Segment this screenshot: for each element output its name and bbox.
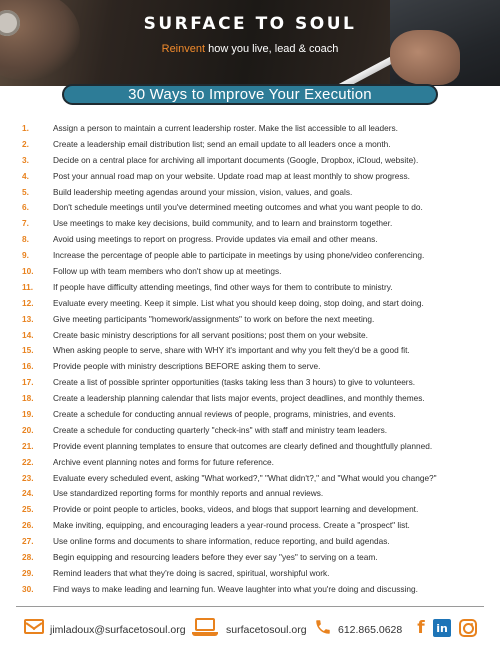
brand-title: SURFACE TO SOUL	[143, 14, 357, 34]
item-number: 5.	[22, 186, 29, 197]
tagline-rest: how you live, lead & coach	[205, 43, 339, 55]
item-text: Create a list of possible sprinter opportunities (tasks taking less than 3 hours) to give to volunteers.	[53, 377, 416, 388]
item-number: 12.	[22, 297, 34, 308]
item-number: 22.	[22, 456, 34, 467]
list-item	[22, 312, 492, 328]
item-text: Decide on a central place for archiving all important documents (Google, Dropbox, iCloud, website).	[53, 154, 419, 165]
list-item	[22, 582, 492, 598]
item-text: Remind leaders that what they're doing is sacred, spiritual, worshipful work.	[53, 567, 330, 578]
list-item	[22, 328, 492, 344]
list-item	[22, 343, 492, 359]
brand-tagline	[0, 43, 500, 55]
item-number: 19.	[22, 409, 34, 420]
item-number: 13.	[22, 313, 34, 324]
item-text: Create a leadership planning calendar that lists major events, project deadlines, and monthly themes.	[53, 393, 425, 404]
item-text: If people have difficulty attending meetings, find other ways for them to contribute to ministry.	[53, 281, 393, 292]
item-text: Find ways to make leading and learning fun. Weave laughter into what you're doing and discussing.	[53, 583, 418, 594]
mail-icon	[24, 619, 44, 634]
item-text: Increase the percentage of people able to participate in meetings by using phone/video conferencing.	[53, 250, 425, 261]
item-number: 6.	[22, 202, 29, 213]
item-text: Avoid using meetings to report on progress. Provide updates via email and other means.	[53, 234, 378, 245]
item-text: Create a leadership email distribution list; send an email update to all leaders once a month.	[53, 138, 391, 149]
laptop-icon	[192, 618, 218, 637]
item-number: 18.	[22, 393, 34, 404]
list-item	[22, 550, 492, 566]
title-banner	[62, 84, 438, 105]
item-number: 21.	[22, 440, 34, 451]
list-item	[22, 121, 492, 137]
list-item	[22, 534, 492, 550]
list-item	[22, 502, 492, 518]
linkedin-icon[interactable]: in	[433, 619, 451, 637]
tagline-accent: Reinvent	[161, 43, 206, 55]
item-number: 26.	[22, 520, 34, 531]
item-number: 29.	[22, 567, 34, 578]
phone-icon	[314, 618, 332, 636]
item-text: Archive event planning notes and forms for future reference.	[53, 456, 274, 467]
item-number: 27.	[22, 536, 34, 547]
item-number: 4.	[22, 170, 29, 181]
facebook-icon[interactable]: f	[417, 618, 425, 638]
hand-image-shape	[390, 30, 460, 85]
item-number: 9.	[22, 250, 29, 261]
footer-website[interactable]: surfacetosoul.org	[226, 624, 307, 636]
item-text: Follow up with team members who don't show up at meetings.	[53, 266, 282, 277]
tips-list	[22, 121, 492, 598]
item-text: Evaluate every scheduled event, asking "What worked?," "What didn't?," and "What would you change?"	[53, 472, 437, 483]
footer-divider	[16, 606, 484, 607]
item-text: Create a schedule for conducting quarterly "check-ins" with staff and ministry team leaders.	[53, 424, 388, 435]
item-number: 7.	[22, 218, 29, 229]
footer-phone[interactable]: 612.865.0628	[338, 624, 403, 636]
item-number: 2.	[22, 138, 29, 149]
list-item	[22, 296, 492, 312]
item-number: 24.	[22, 488, 34, 499]
item-text: Make inviting, equipping, and encouraging leaders a year-round process. Create a "prospect" list.	[53, 520, 410, 531]
item-number: 14.	[22, 329, 34, 340]
item-text: Evaluate every meeting. Keep it simple. List what you should keep doing, stop doing, and start doing.	[53, 297, 424, 308]
list-item	[22, 439, 492, 455]
item-number: 16.	[22, 361, 34, 372]
item-text: Create basic ministry descriptions for all servant positions; post them on your website.	[53, 329, 368, 340]
item-number: 3.	[22, 154, 29, 165]
item-number: 15.	[22, 345, 34, 356]
item-text: Use meetings to make key decisions, build community, and to learn and brainstorm together.	[53, 218, 393, 229]
item-number: 25.	[22, 504, 34, 515]
item-number: 1.	[22, 123, 29, 133]
item-number: 23.	[22, 472, 34, 483]
item-text: Build leadership meeting agendas around your mission, vision, values, and goals.	[53, 186, 353, 197]
footer-email[interactable]: jimladoux@surfacetosoul.org	[50, 624, 186, 636]
item-text: Begin equipping and resourcing leaders before they ever say "yes" to serving on a team.	[53, 552, 378, 563]
list-item	[22, 455, 492, 471]
item-number: 11.	[22, 281, 34, 292]
list-item	[22, 169, 492, 185]
list-item	[22, 407, 492, 423]
item-text: Post your annual road map on your website. Update road map at least monthly to show progress.	[53, 170, 410, 181]
list-item	[22, 375, 492, 391]
item-text: Create a schedule for conducting annual reviews of people, programs, ministries, and events.	[53, 409, 396, 420]
item-text: Use standardized reporting forms for monthly reports and annual reviews.	[53, 488, 324, 499]
item-text: Use online forms and documents to share information, reduce reporting, and build agendas.	[53, 536, 390, 547]
list-item	[22, 566, 492, 582]
item-text: When asking people to serve, share with WHY it's important and why you felt they'd be a good fit.	[53, 345, 410, 356]
list-item	[22, 280, 492, 296]
item-text: Provide or point people to articles, books, videos, and blogs that support learning and development.	[53, 504, 419, 515]
footer	[0, 612, 500, 642]
list-item	[22, 153, 492, 169]
list-item	[22, 486, 492, 502]
list-item	[22, 391, 492, 407]
item-number: 30.	[22, 583, 34, 594]
item-text: Provide event planning templates to ensure that outcomes are clearly defined and thoughtfully planned.	[53, 440, 433, 451]
list-item	[22, 248, 492, 264]
item-number: 10.	[22, 266, 34, 277]
item-text: Don't schedule meetings until you've determined meeting outcomes and what you want people to do.	[53, 202, 423, 213]
list-item	[22, 232, 492, 248]
list-item	[22, 137, 492, 153]
item-text: Assign a person to maintain a current leadership roster. Make the list accessible to all leaders.	[53, 123, 398, 133]
page-title: 30 Ways to Improve Your Execution	[128, 86, 372, 103]
item-number: 28.	[22, 552, 34, 563]
item-text: Provide people with ministry descriptions BEFORE asking them to serve.	[53, 361, 321, 372]
item-number: 8.	[22, 234, 29, 245]
instagram-icon[interactable]	[459, 619, 477, 637]
list-item	[22, 185, 492, 201]
list-item	[22, 359, 492, 375]
list-item	[22, 423, 492, 439]
header-photo	[0, 0, 500, 86]
list-item	[22, 264, 492, 280]
list-item	[22, 200, 492, 216]
item-text: Give meeting participants "homework/assignments" to work on before the next meeting.	[53, 313, 375, 324]
item-number: 20.	[22, 424, 34, 435]
list-item	[22, 518, 492, 534]
list-item	[22, 471, 492, 487]
list-item	[22, 216, 492, 232]
item-number: 17.	[22, 377, 34, 388]
